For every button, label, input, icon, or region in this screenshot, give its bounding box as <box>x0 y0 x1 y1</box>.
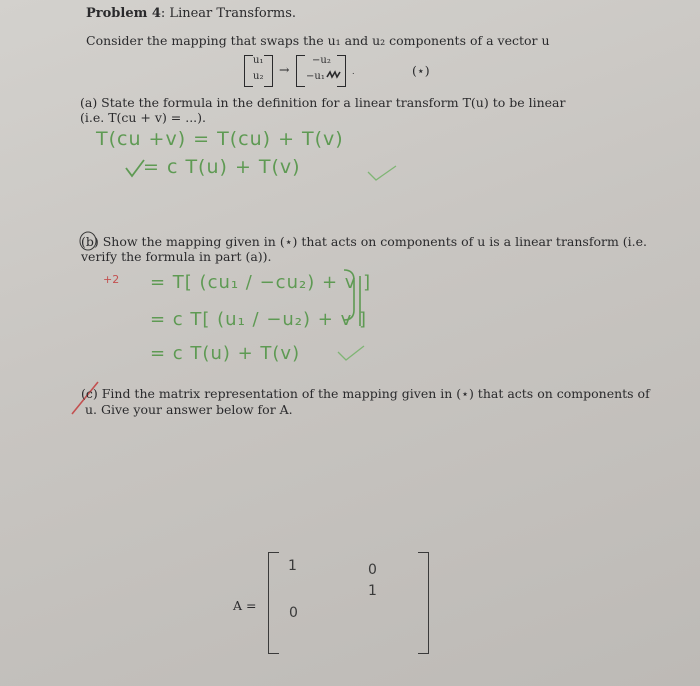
problem-number: Problem 4 <box>86 6 161 21</box>
part-a-answer-line1: T(cu +v) = T(cu) + T(v) <box>96 128 344 150</box>
part-a-answer-line2: = c T(u) + T(v) <box>143 156 301 178</box>
rhs-right-bracket <box>337 55 346 87</box>
part-b-score: +2 <box>103 273 120 286</box>
matrix-right-bracket <box>418 552 429 654</box>
mapping-arrow: → <box>279 62 290 77</box>
lhs-left-bracket <box>244 55 253 87</box>
check-mark-icon <box>336 344 366 362</box>
equation-tag: (⋆) <box>412 63 430 78</box>
part-c-question-line2: u. Give your answer below for A. <box>85 402 293 417</box>
lhs-right-bracket <box>264 55 273 87</box>
part-b-question-line1: (b) Show the mapping given in (⋆) that acts on components of u is a linear transform (i.e. <box>81 234 648 249</box>
matrix-label: A = <box>233 598 257 613</box>
matrix-cell-2-1: 0 <box>289 605 298 621</box>
part-a-question-line1: (a) State the formula in the definition for a linear transform T(u) to be linear <box>80 95 566 110</box>
circle-mark-icon <box>78 230 98 252</box>
matrix-cell-2-2: 1 <box>368 583 377 599</box>
matrix-cell-1-1: 1 <box>288 558 297 574</box>
part-b-step2: = c T[ (u₁ / −u₂) + v ] <box>150 309 367 330</box>
part-b-step1: = T[ (cu₁ / −cu₂) + v ] <box>150 272 372 293</box>
rhs-bottom: −u₁ <box>306 71 325 82</box>
matrix-left-bracket <box>268 552 279 654</box>
worksheet-page: Problem 4: Linear Transforms. Consider the mapping that swaps the u₁ and u₂ components of a vector u u₁ u₂ → −u₂ −u₁ . (⋆) (a) State the formula in the definition for a linear transform T(u) to be linear (i.e. T(cu + v) = ...). T(cu +v) = T(cu) + T(v) = c T(u) + T(v) (b) Show the mapping given in (⋆) that acts on components of u is a linear transform (i.e. verify the formula in part (a)). +2 = T[ (cu₁ / −cu₂) + v ] = c T[ (u₁ / −u₂) + v ] = c T(u) + T(v) (c) Find the matrix representation of the mapping given in (⋆) that acts on components of u. Give your answer below for A. A = 1 0 0 1 <box>0 0 700 686</box>
lhs-bottom: u₂ <box>253 71 264 82</box>
problem-intro: Consider the mapping that swaps the u₁ and u₂ components of a vector u <box>86 33 550 48</box>
part-b-step3: = c T(u) + T(v) <box>150 343 301 364</box>
part-b-question-line2: verify the formula in part (a)). <box>81 249 272 264</box>
problem-title <box>86 6 296 21</box>
check-mark-icon <box>366 164 398 182</box>
part-c-question-line1: (c) Find the matrix representation of the mapping given in (⋆) that acts on components of <box>81 386 650 401</box>
problem-topic: : Linear Transforms. <box>160 6 297 21</box>
matrix-cell-1-2: 0 <box>368 562 377 578</box>
part-a-question-line2: (i.e. T(cu + v) = ...). <box>80 110 207 125</box>
rhs-left-bracket <box>296 55 305 87</box>
rhs-top: −u₂ <box>312 55 331 66</box>
lhs-top: u₁ <box>253 55 264 66</box>
check-mark-icon <box>124 158 146 180</box>
bracket-mark <box>340 266 370 340</box>
